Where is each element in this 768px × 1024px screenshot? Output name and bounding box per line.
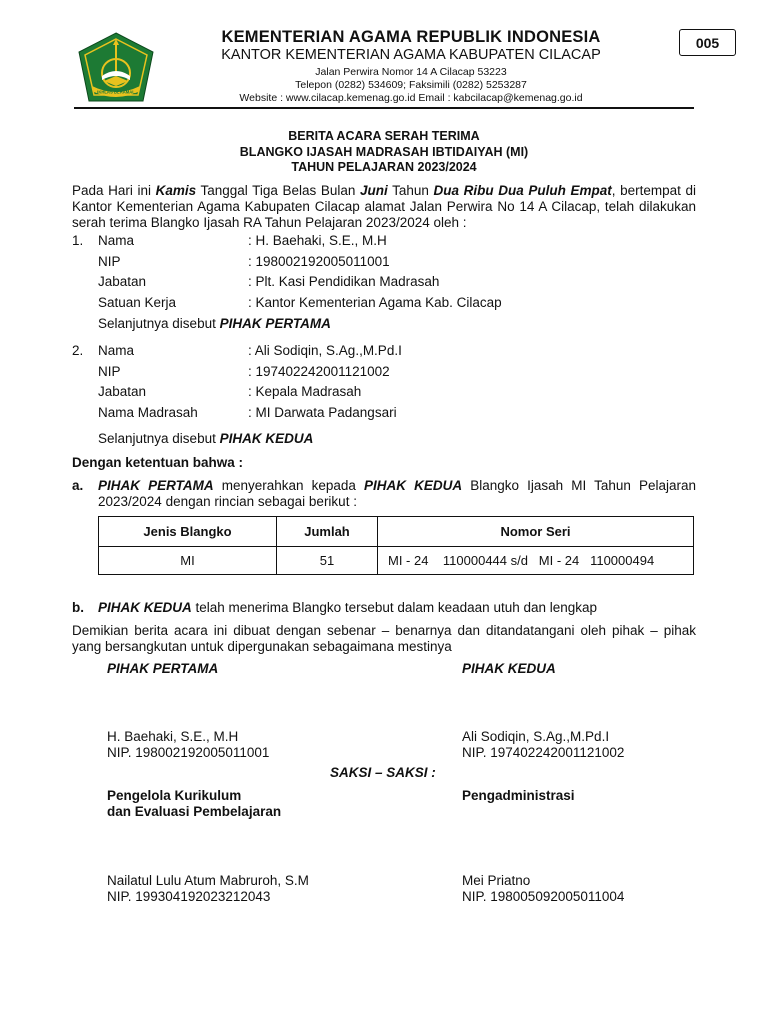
signature-label-pihak-kedua: PIHAK KEDUA — [462, 661, 556, 676]
office-name: KANTOR KEMENTERIAN AGAMA KABUPATEN CILACAP — [221, 47, 601, 63]
party1-label: Nama — [98, 233, 135, 248]
table-cell: 51 — [277, 547, 378, 575]
party2-label: NIP — [98, 364, 121, 379]
table-header-row — [99, 517, 694, 547]
ministry-logo — [78, 32, 154, 102]
office-address: Jalan Perwira Nomor 14 A Cilacap 53223 — [315, 66, 507, 78]
opening-month: Juni — [360, 183, 388, 198]
party1-designation — [98, 316, 331, 332]
party1-label: Jabatan — [98, 274, 147, 289]
opening-text: Pada Hari ini — [72, 183, 156, 198]
opening-text: Tahun — [387, 183, 434, 198]
term-a-text — [98, 478, 696, 510]
signer1-nip: NIP. 198002192005011001 — [107, 745, 270, 760]
party2-value: : 197402242001121002 — [248, 364, 390, 379]
title-line-1: BERITA ACARA SERAH TERIMA — [288, 129, 480, 143]
party2-value: : MI Darwata Padangsari — [248, 405, 397, 420]
witness2-nip: NIP. 198005092005011004 — [462, 889, 625, 904]
term-a-text-part: Blangko Ijasah MI Tahun Pelajaran — [462, 478, 696, 493]
opening-paragraph — [72, 183, 696, 231]
term-b-pihak-kedua: PIHAK KEDUA — [98, 600, 192, 615]
witness1-role-line2: dan Evaluasi Pembelajaran — [107, 804, 282, 819]
party1-value: : H. Baehaki, S.E., M.H — [248, 233, 387, 248]
closing-paragraph: Demikian berita acara ini dibuat dengan sebenar – benarnya dan ditandatangani oleh pihak – pihak yang bersangkutan untuk dipergunakan sebagaimana mestinya — [72, 623, 696, 654]
table-header: Jenis Blangko — [99, 517, 277, 547]
witness2-name: Mei Priatno — [462, 873, 531, 888]
party2-label: Jabatan — [98, 384, 147, 399]
signature-label-pihak-pertama: PIHAK PERTAMA — [107, 661, 219, 676]
document-number-box: 005 — [679, 29, 736, 56]
witness-heading: SAKSI – SAKSI : — [330, 765, 436, 780]
designation-prefix: Selanjutnya disebut — [98, 431, 220, 446]
ministry-name: KEMENTERIAN AGAMA REPUBLIK INDONESIA — [221, 28, 601, 46]
party1-label: Satuan Kerja — [98, 295, 177, 310]
table-cell: MI - 24 110000444 s/d MI - 24 110000494 — [378, 547, 694, 575]
designation-pihak-pertama: PIHAK PERTAMA — [219, 316, 331, 331]
party2-number: 2. — [72, 343, 84, 358]
designation-prefix: Selanjutnya disebut — [98, 316, 220, 331]
party2-label: Nama Madrasah — [98, 405, 198, 420]
term-a-line-1 — [98, 478, 696, 494]
office-phone: Telepon (0282) 534609; Faksimili (0282) 5253287 — [295, 79, 527, 91]
witness1-name: Nailatul Lulu Atum Mabruroh, S.M — [107, 873, 309, 888]
term-a-line-2: 2023/2024 dengan rincian sebagai berikut : — [98, 494, 357, 509]
term-b-text-part: telah menerima Blangko tersebut dalam keadaan utuh dan lengkap — [191, 600, 598, 615]
terms-heading: Dengan ketentuan bahwa : — [72, 455, 244, 470]
party1-value: : 198002192005011001 — [248, 254, 390, 269]
signer2-name: Ali Sodiqin, S.Ag.,M.Pd.I — [462, 729, 610, 744]
office-web: Website : www.cilacap.kemenag.go.id Email : kabcilacap@kemenag.go.id — [239, 92, 583, 104]
party2-value: : Ali Sodiqin, S.Ag.,M.Pd.I — [248, 343, 402, 358]
opening-day: Kamis — [155, 183, 197, 198]
party1-value: : Plt. Kasi Pendidikan Madrasah — [248, 274, 440, 289]
term-b-text — [98, 600, 597, 616]
party1-value: : Kantor Kementerian Agama Kab. Cilacap — [248, 295, 502, 310]
table-header: Nomor Seri — [378, 517, 694, 547]
witness1-role-line1: Pengelola Kurikulum — [107, 788, 242, 803]
term-b-marker: b. — [72, 600, 84, 615]
title-line-3: TAHUN PELAJARAN 2023/2024 — [291, 160, 477, 174]
letterhead-divider — [74, 107, 694, 109]
document-title — [74, 129, 694, 176]
party2-designation — [98, 431, 313, 447]
opening-text: Tanggal Tiga Belas Bulan — [196, 183, 361, 198]
term-a-pihak-pertama: PIHAK PERTAMA — [98, 478, 214, 493]
witness2-role: Pengadministrasi — [462, 788, 575, 803]
party2-label: Nama — [98, 343, 135, 358]
party1-number: 1. — [72, 233, 84, 248]
witness1-nip: NIP. 199304192023212043 — [107, 889, 271, 904]
signer2-nip: NIP. 197402242001121002 — [462, 745, 625, 760]
blangko-table — [98, 516, 694, 575]
table-row — [99, 547, 694, 575]
opening-text: , bertempat di Kantor Kementerian Agama Kabupaten Cilacap alamat Jalan Perwira No 14 A Cilacap, telah dilakukan serah terima Blangko Ijasah RA Tahun Pelajaran 2023/2024 oleh : — [72, 183, 696, 230]
party2-value: : Kepala Madrasah — [248, 384, 362, 399]
opening-year: Dua Ribu Dua Puluh Empat — [433, 183, 612, 198]
term-a-marker: a. — [72, 478, 84, 493]
party1-label: NIP — [98, 254, 121, 269]
designation-pihak-kedua: PIHAK KEDUA — [219, 431, 314, 446]
table-cell: MI — [99, 547, 277, 575]
logo-ribbon-text: IKHLAS BERAMAL — [97, 89, 135, 95]
office-contact — [160, 66, 662, 105]
term-a-pihak-kedua: PIHAK KEDUA — [364, 478, 463, 493]
signer1-name: H. Baehaki, S.E., M.H — [107, 729, 239, 744]
title-line-2: BLANGKO IJASAH MADRASAH IBTIDAIYAH (MI) — [239, 144, 529, 159]
term-a-text-part: menyerahkan kepada — [213, 478, 364, 493]
table-header: Jumlah — [277, 517, 378, 547]
